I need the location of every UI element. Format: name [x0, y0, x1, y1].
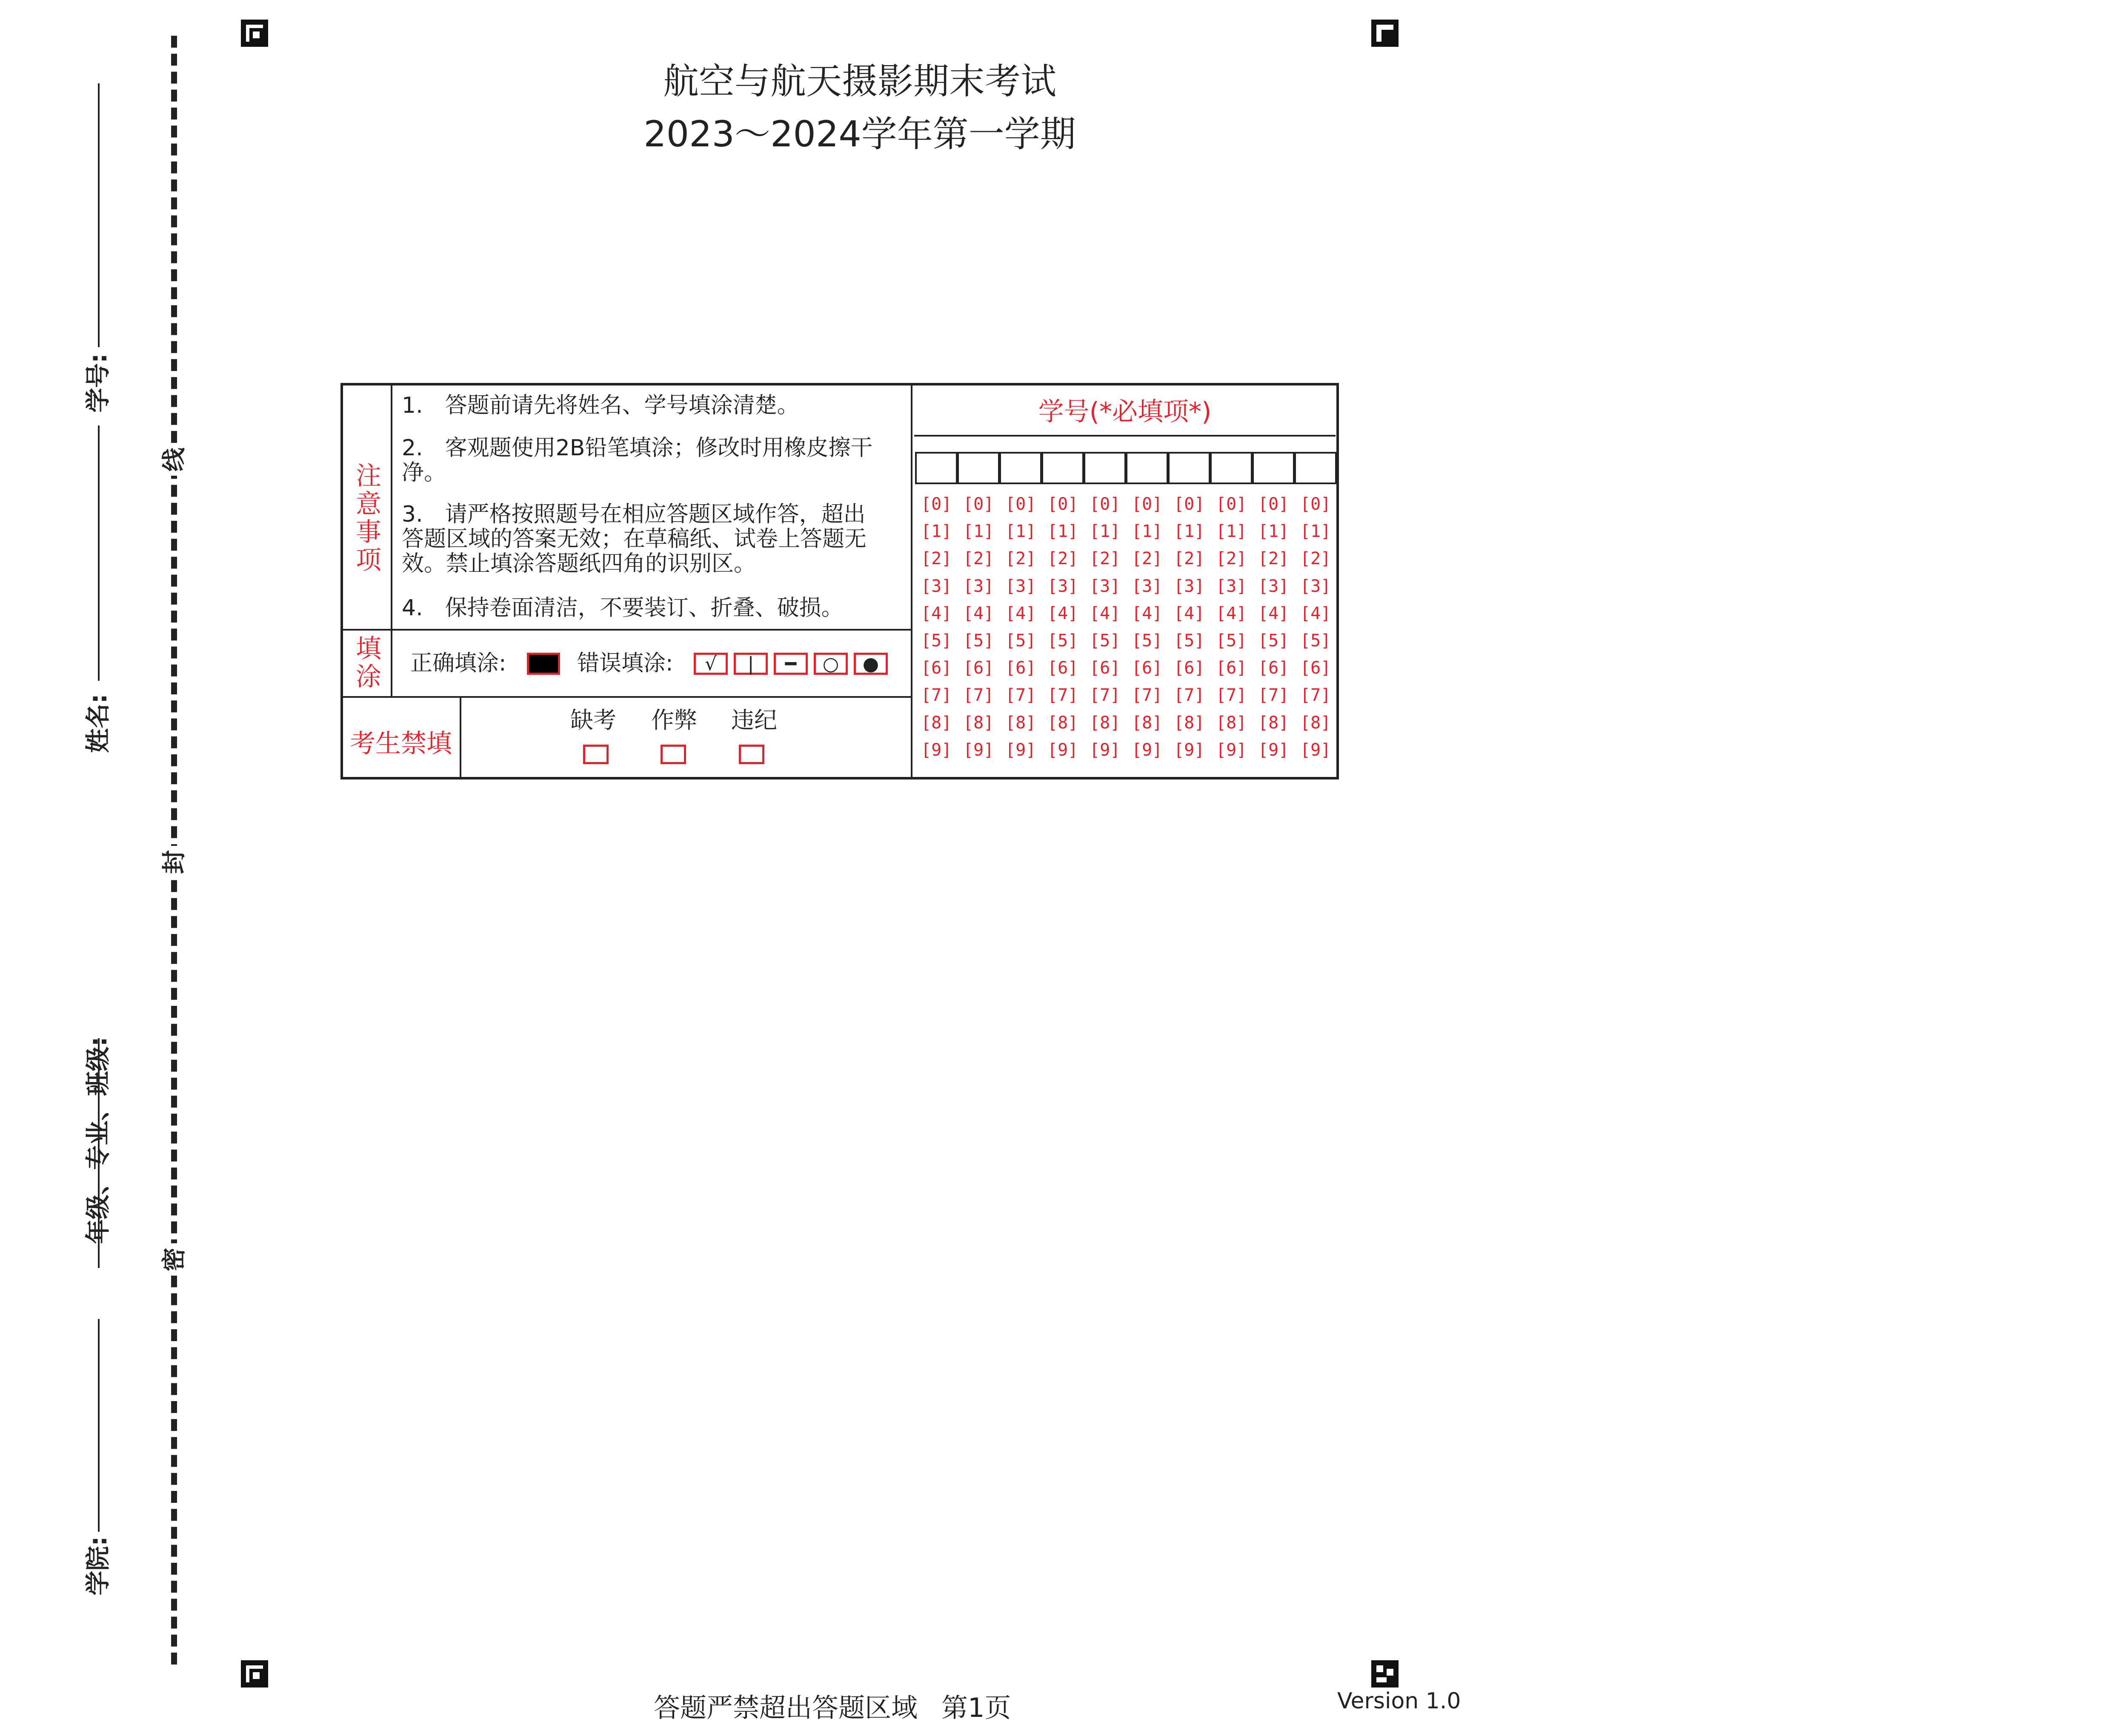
student-id-bubble[interactable]: [5]	[1300, 631, 1331, 651]
student-id-bubble[interactable]: [6]	[1300, 658, 1331, 678]
student-id-bubble[interactable]: [2]	[1174, 549, 1205, 569]
seal-char-line: 线	[156, 443, 193, 476]
student-id-bubble[interactable]: [8]	[1132, 713, 1163, 733]
student-id-bubble[interactable]: [0]	[1258, 494, 1289, 514]
cheating-label: 作弊	[651, 707, 697, 734]
student-id-bubble[interactable]: [2]	[963, 549, 994, 569]
student-id-bubble[interactable]: [7]	[1005, 685, 1036, 705]
student-id-bubble[interactable]: [0]	[1174, 494, 1205, 514]
registration-marker-bottom-center	[1371, 1660, 1399, 1687]
student-id-bubble[interactable]: [7]	[1047, 685, 1078, 705]
student-id-bubble[interactable]: [5]	[1005, 631, 1036, 651]
id-section-divider	[911, 383, 912, 779]
student-id-bubble[interactable]: [8]	[1090, 713, 1121, 733]
wrong-fill-circle: ○	[814, 653, 848, 675]
student-id-bubble[interactable]: [9]	[1132, 740, 1163, 760]
absent-checkbox[interactable]	[583, 745, 609, 764]
student-id-bubble[interactable]: [5]	[921, 631, 952, 651]
student-id-bubble[interactable]: [7]	[1300, 685, 1331, 705]
student-id-bubble[interactable]: [3]	[1090, 576, 1121, 596]
student-id-bubble[interactable]: [9]	[1047, 740, 1078, 760]
student-id-digit-box[interactable]	[915, 452, 958, 484]
student-id-writein-label: 学号:	[83, 353, 112, 413]
student-id-bubble[interactable]: [3]	[1300, 576, 1331, 596]
student-id-digit-box[interactable]	[1041, 452, 1084, 484]
student-id-bubble[interactable]: [9]	[1005, 740, 1036, 760]
student-id-bubble[interactable]: [0]	[1300, 494, 1331, 514]
student-id-bubble[interactable]: [4]	[921, 603, 952, 623]
registration-marker-bottom-left	[241, 1660, 268, 1687]
footer-version: Version 1.0	[1337, 1688, 1461, 1714]
student-id-bubble[interactable]: [3]	[963, 576, 994, 596]
student-id-bubble[interactable]: [4]	[1047, 603, 1078, 623]
student-id-bubble[interactable]: [9]	[1174, 740, 1205, 760]
footer-notice: 答题严禁超出答题区域	[654, 1692, 918, 1723]
exam-title: 航空与航天摄影期末考试	[663, 60, 1056, 102]
student-id-bubble[interactable]: [4]	[1300, 603, 1331, 623]
student-id-bubble[interactable]: [2]	[1047, 549, 1078, 569]
student-id-bubble[interactable]: [5]	[1174, 631, 1205, 651]
student-id-bubble[interactable]: [7]	[1258, 685, 1289, 705]
wrong-fill-check: √	[694, 653, 728, 675]
student-id-bubble[interactable]: [0]	[921, 494, 952, 514]
student-id-bubble[interactable]: [0]	[1216, 494, 1247, 514]
student-id-bubble[interactable]: [9]	[921, 740, 952, 760]
seal-char-seal: 封	[156, 846, 193, 878]
wrong-fill-dot: ●	[854, 653, 888, 675]
notice-item-4: 4. 保持卷面清洁，不要装订、折叠、破损。	[402, 595, 844, 621]
student-id-bubble[interactable]: [8]	[963, 713, 994, 733]
student-id-bubble[interactable]: [1]	[1005, 522, 1036, 542]
student-id-bubble[interactable]: [3]	[1174, 576, 1205, 596]
student-id-bubble[interactable]: [8]	[1300, 713, 1331, 733]
student-id-bubble[interactable]: [7]	[1090, 685, 1121, 705]
student-id-bubble[interactable]: [4]	[1132, 603, 1163, 623]
notice-item-3: 3. 请严格按照题号在相应答题区域作答，超出答题区域的答案无效；在草稿纸、试卷上答题无效。禁止填涂答题纸四角的识别区。	[402, 502, 867, 577]
student-id-bubble[interactable]: [7]	[1216, 685, 1247, 705]
student-id-bubble[interactable]: [1]	[1300, 522, 1331, 542]
student-id-bubble[interactable]: [0]	[963, 494, 994, 514]
seal-char-secret: 密	[156, 1243, 193, 1276]
student-id-bubble[interactable]: [5]	[1047, 631, 1078, 651]
notice-item-2: 2. 客观题使用2B铅笔填涂；修改时用橡皮擦干净。	[402, 435, 873, 485]
student-id-bubble[interactable]: [9]	[1258, 740, 1289, 760]
student-id-digit-box[interactable]	[1084, 452, 1126, 484]
student-id-bubble[interactable]: [6]	[1090, 658, 1121, 678]
student-id-bubble[interactable]: [1]	[1258, 522, 1289, 542]
student-id-digit-box[interactable]	[1210, 452, 1253, 484]
fill-label-text: 填涂	[356, 634, 381, 692]
student-id-writein-line[interactable]	[98, 83, 100, 347]
student-id-digit-box[interactable]	[957, 452, 1000, 484]
notice-label-text: 注意事项	[356, 461, 381, 575]
violation-checkbox[interactable]	[739, 745, 764, 764]
student-id-bubble[interactable]: [6]	[1174, 658, 1205, 678]
student-id-bubble[interactable]: [8]	[1047, 713, 1078, 733]
class-writein-label: 年级、专业、班级:	[83, 1036, 112, 1244]
student-id-bubble[interactable]: [2]	[1300, 549, 1331, 569]
student-id-digit-box[interactable]	[1168, 452, 1210, 484]
student-id-bubble[interactable]: [8]	[1005, 713, 1036, 733]
student-id-bubble[interactable]: [1]	[1047, 522, 1078, 542]
student-id-bubble[interactable]: [5]	[1132, 631, 1163, 651]
student-id-bubble[interactable]: [4]	[963, 603, 994, 623]
notice-label-divider	[391, 383, 392, 698]
student-id-bubble[interactable]: [6]	[1047, 658, 1078, 678]
student-id-bubble[interactable]: [9]	[1216, 740, 1247, 760]
cheating-checkbox[interactable]	[661, 745, 686, 764]
notice-bottom-divider	[340, 629, 912, 631]
student-id-bubble[interactable]: [8]	[1174, 713, 1205, 733]
student-id-bubble[interactable]: [2]	[1258, 549, 1289, 569]
student-id-bubble[interactable]: [5]	[963, 631, 994, 651]
student-id-bubble[interactable]: [4]	[1005, 603, 1036, 623]
student-id-bubble[interactable]: [7]	[1132, 685, 1163, 705]
student-id-bubble[interactable]: [6]	[1258, 658, 1289, 678]
student-id-bubble[interactable]: [4]	[1174, 603, 1205, 623]
student-id-digit-box[interactable]	[1252, 452, 1295, 484]
absent-label: 缺考	[570, 707, 616, 734]
student-id-title: 学号(*必填项*)	[1038, 397, 1212, 427]
student-id-bubble[interactable]: [0]	[1047, 494, 1078, 514]
student-id-bubble[interactable]: [4]	[1258, 603, 1289, 623]
student-id-bubble[interactable]: [6]	[921, 658, 952, 678]
student-id-bubble[interactable]: [1]	[1132, 522, 1163, 542]
forbidden-label-divider	[460, 696, 461, 779]
student-id-bubble[interactable]: [0]	[1090, 494, 1121, 514]
student-id-title-divider	[914, 435, 1336, 437]
student-id-bubble[interactable]: [3]	[1216, 576, 1247, 596]
student-id-digit-box[interactable]	[1294, 452, 1337, 484]
student-id-bubble[interactable]: [1]	[963, 522, 994, 542]
student-id-bubble[interactable]: [9]	[963, 740, 994, 760]
wrong-fill-label: 错误填涂:	[577, 651, 673, 676]
student-id-bubble[interactable]: [5]	[1258, 631, 1289, 651]
student-id-bubble[interactable]: [3]	[1258, 576, 1289, 596]
student-id-bubble[interactable]: [1]	[921, 522, 952, 542]
wrong-fill-horizontal: ━	[774, 653, 808, 675]
student-id-bubble[interactable]: [7]	[921, 685, 952, 705]
student-id-bubble[interactable]: [2]	[921, 549, 952, 569]
student-id-bubble[interactable]: [2]	[1090, 549, 1121, 569]
student-id-bubble[interactable]: [4]	[1090, 603, 1121, 623]
student-id-bubble[interactable]: [7]	[1174, 685, 1205, 705]
student-id-digit-box[interactable]	[999, 452, 1042, 484]
student-id-bubble[interactable]: [1]	[1216, 522, 1247, 542]
violation-label: 违纪	[731, 707, 777, 734]
student-id-bubble[interactable]: [5]	[1216, 631, 1247, 651]
student-id-bubble[interactable]: [1]	[1174, 522, 1205, 542]
exam-term: 2023～2024学年第一学期	[644, 113, 1076, 155]
student-id-bubble[interactable]: [6]	[1132, 658, 1163, 678]
student-id-bubble[interactable]: [9]	[1300, 740, 1331, 760]
college-writein-label: 学院:	[83, 1536, 112, 1596]
student-id-bubble[interactable]: [3]	[1047, 576, 1078, 596]
registration-marker-top-center	[1371, 20, 1399, 47]
student-id-bubble[interactable]: [0]	[1132, 494, 1163, 514]
footer-page-number: 第1页	[941, 1692, 1011, 1723]
student-id-bubble[interactable]: [6]	[1005, 658, 1036, 678]
student-id-bubble[interactable]: [0]	[1005, 494, 1036, 514]
correct-fill-label: 正确填涂:	[410, 651, 506, 676]
student-id-bubble[interactable]: [9]	[1090, 740, 1121, 760]
fill-label	[347, 635, 390, 691]
student-id-bubble[interactable]: [4]	[1216, 603, 1247, 623]
name-writein-label: 姓名:	[83, 694, 112, 753]
wrong-fill-vertical: |	[734, 653, 768, 675]
correct-fill-sample	[527, 653, 560, 675]
student-id-bubble[interactable]: [6]	[963, 658, 994, 678]
student-id-bubble[interactable]: [2]	[1132, 549, 1163, 569]
name-writein-line[interactable]	[98, 425, 100, 681]
notice-label	[347, 462, 390, 574]
student-id-bubble[interactable]: [2]	[1216, 549, 1247, 569]
notice-item-1: 1. 答题前请先将姓名、学号填涂清楚。	[402, 393, 799, 418]
student-id-bubble[interactable]: [3]	[921, 576, 952, 596]
fill-bottom-divider	[340, 696, 912, 698]
student-id-bubble[interactable]: [8]	[1258, 713, 1289, 733]
student-id-bubble[interactable]: [8]	[1216, 713, 1247, 733]
student-id-bubble[interactable]: [3]	[1005, 576, 1036, 596]
student-id-bubble[interactable]: [2]	[1005, 549, 1036, 569]
student-id-bubble[interactable]: [7]	[963, 685, 994, 705]
forbidden-label: 考生禁填	[350, 729, 452, 759]
student-id-bubble[interactable]: [1]	[1090, 522, 1121, 542]
student-id-bubble[interactable]: [6]	[1216, 658, 1247, 678]
student-id-bubble[interactable]: [8]	[921, 713, 952, 733]
student-id-bubble[interactable]: [5]	[1090, 631, 1121, 651]
student-id-digit-box[interactable]	[1126, 452, 1168, 484]
registration-marker-top-left	[241, 20, 268, 47]
student-id-bubble[interactable]: [3]	[1132, 576, 1163, 596]
